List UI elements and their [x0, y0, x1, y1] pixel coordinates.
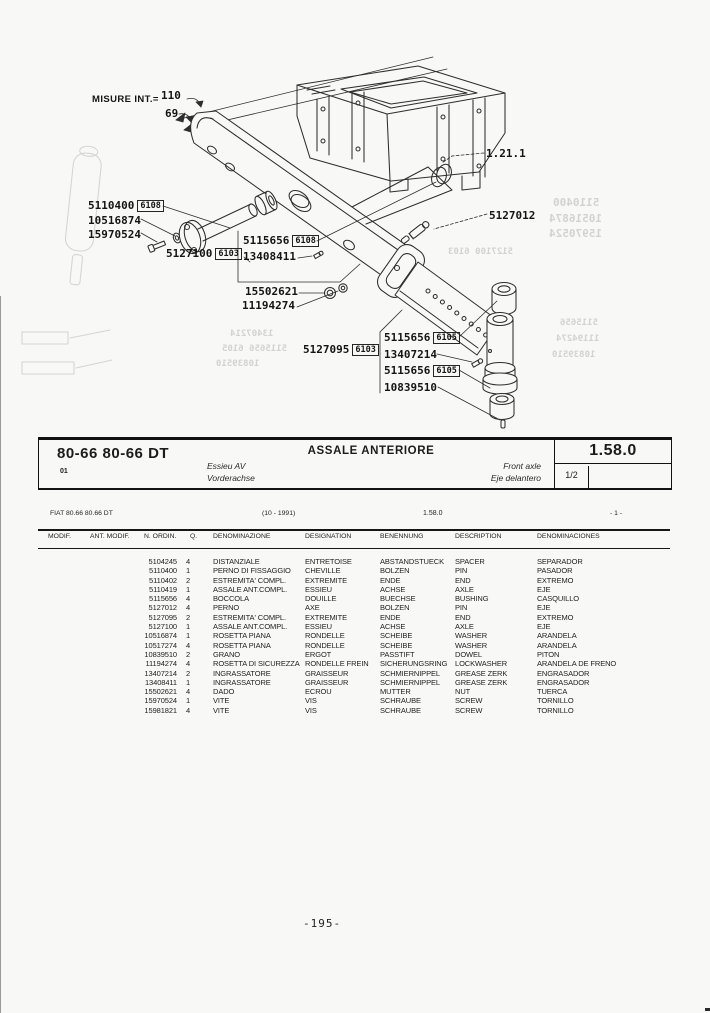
small-parts	[314, 251, 348, 299]
cell-denominaciones: TORNILLO	[537, 696, 574, 706]
cell-n-ordin: 13407214	[144, 668, 177, 678]
cell-ant-modif	[90, 706, 132, 715]
cell-modif	[38, 706, 90, 715]
bleed-text: 13407214	[230, 329, 274, 339]
cell-modif	[38, 566, 90, 575]
cell-description: SCREW	[455, 696, 483, 706]
cell-denominazione: ESTREMITA' COMPL.	[213, 575, 286, 585]
cell-n-ordin: 5110400	[149, 566, 177, 576]
cell-designation: RONDELLE FREIN	[305, 659, 369, 669]
cell-ant-modif	[90, 585, 132, 594]
part-number: 5115656	[384, 364, 431, 377]
cell-denominaciones: ENGRASADOR	[537, 677, 590, 687]
cell-qty: 4	[185, 557, 191, 566]
cell-description: END	[455, 612, 471, 622]
table-row	[38, 706, 670, 715]
cell-qty: 2	[185, 612, 191, 622]
scan-corner-mark	[705, 1008, 710, 1011]
kingpin-assembly	[472, 283, 517, 429]
header-band	[38, 437, 672, 490]
cell-n-ordin: 5127100	[148, 622, 177, 632]
callout-5127095	[303, 343, 379, 356]
cell-denominaciones: EXTREMO	[537, 575, 574, 585]
cell-n-ordin: 10517274	[144, 640, 177, 650]
col-ant-modif: ANT. MODIF.	[90, 533, 130, 540]
cell-modif	[38, 669, 90, 678]
cell-denominaciones: ARANDELA	[537, 640, 577, 650]
cell-n-ordin: 5127095	[148, 612, 177, 622]
cell-denominazione: DISTANZIALE	[213, 557, 260, 566]
code-box: 6105	[433, 365, 459, 377]
col-denominazione: DENOMINAZIONE	[213, 533, 271, 540]
chassis-drawing	[297, 66, 505, 192]
col-benennung: BENENNUNG	[380, 533, 424, 540]
cell-modif	[38, 557, 90, 566]
dimension-value-69: 69	[165, 107, 179, 120]
cell-designation: VIS	[305, 705, 317, 715]
cell-ant-modif	[90, 557, 132, 566]
cell-denominazione: INGRASSATORE	[213, 668, 271, 678]
cell-description: AXLE	[455, 622, 474, 632]
cell-benennung: ACHSE	[380, 622, 406, 632]
cell-modif	[38, 585, 90, 594]
part-number: 5115656	[384, 331, 431, 344]
cell-n-ordin: 5104245	[148, 557, 177, 566]
table-row	[38, 687, 670, 696]
cell-ant-modif	[90, 566, 132, 575]
cell-description: PIN	[455, 566, 468, 576]
cell-benennung: SCHEIBE	[380, 640, 413, 650]
cell-benennung: BUECHSE	[380, 594, 416, 604]
cell-modif	[38, 613, 90, 622]
bleed-text: 5110400	[553, 196, 600, 209]
parts-table	[38, 557, 670, 715]
cell-benennung: BOLZEN	[380, 603, 410, 613]
col-denominaciones: DENOMINACIONES	[537, 533, 600, 540]
callout-13407214: 13407214	[384, 348, 437, 361]
cell-modif	[38, 687, 90, 696]
cell-description: GREASE ZERK	[455, 668, 508, 678]
cell-denominaciones: PITON	[537, 649, 560, 659]
callout-5127012: 5127012	[489, 209, 536, 222]
table-header-rule	[38, 548, 670, 549]
part-number: 5110400	[88, 199, 135, 212]
cell-designation: RONDELLE	[305, 640, 345, 650]
cell-denominazione: DADO	[213, 687, 235, 697]
cell-n-ordin: 10839510	[144, 649, 177, 659]
pin-5127012	[401, 220, 431, 244]
cell-designation: ENTRETOISE	[305, 557, 352, 566]
table-row	[38, 557, 670, 566]
cell-benennung: MUTTER	[380, 687, 411, 697]
cell-ant-modif	[90, 650, 132, 659]
assembly-ref-label: 1.21.1	[486, 147, 526, 160]
cell-benennung: SCHMIERNIPPEL	[380, 677, 440, 687]
dimension-value-110: 110	[161, 89, 181, 102]
section-title-es: Eje delantero	[490, 473, 541, 483]
cell-benennung: ENDE	[380, 612, 401, 622]
cell-n-ordin: 15502621	[144, 687, 177, 697]
cell-denominaciones: EXTREMO	[537, 612, 574, 622]
cell-modif	[38, 678, 90, 687]
cell-qty: 1	[185, 622, 191, 632]
table-row	[38, 659, 670, 668]
cell-description: DOWEL	[455, 649, 483, 659]
cell-benennung: ACHSE	[380, 584, 406, 594]
table-row	[38, 641, 670, 650]
cell-ant-modif	[90, 622, 132, 631]
callout-5115656-c	[384, 364, 460, 377]
cell-designation: CHEVILLE	[305, 566, 341, 576]
cell-denominazione: GRANO	[213, 649, 241, 659]
col-modif: MODIF.	[48, 533, 72, 540]
cell-ant-modif	[90, 631, 132, 640]
cell-modif	[38, 631, 90, 640]
table-row	[38, 631, 670, 640]
col-n-ordin: N. ORDIN.	[144, 533, 177, 540]
cell-denominazione: PERNO	[213, 603, 240, 613]
cell-qty: 4	[185, 687, 191, 697]
callout-13408411: 13408411	[243, 250, 296, 263]
cell-description: LOCKWASHER	[455, 659, 508, 669]
bleed-shapes	[22, 145, 112, 374]
callout-10839510: 10839510	[384, 381, 437, 394]
cell-n-ordin: 15981821	[144, 705, 177, 715]
cell-denominaciones: EJE	[537, 622, 551, 632]
cell-n-ordin: 15970524	[144, 696, 177, 706]
cell-benennung: BOLZEN	[380, 566, 410, 576]
bleed-text: 5115656	[560, 318, 598, 328]
cell-n-ordin: 13408411	[144, 677, 177, 687]
table-row	[38, 622, 670, 631]
cell-denominaciones: ARANDELA	[537, 631, 577, 641]
model-title: 80-66 80-66 DT	[57, 445, 170, 462]
cell-qty: 1	[185, 631, 191, 641]
cell-denominaciones: TORNILLO	[537, 705, 574, 715]
cell-ant-modif	[90, 603, 132, 612]
section-title-it: ASSALE ANTERIORE	[307, 445, 435, 457]
cell-denominazione: ASSALE ANT.COMPL.	[213, 584, 288, 594]
cell-denominaciones: ARANDELA DE FRENO	[537, 659, 617, 669]
callout-5110400	[88, 199, 164, 212]
part-number: 5115656	[243, 234, 290, 247]
cell-designation: GRAISSEUR	[305, 677, 349, 687]
col-qty: Q.	[190, 533, 198, 540]
cell-denominazione: BOCCOLA	[213, 594, 249, 604]
part-number: 5127100	[166, 247, 213, 260]
cell-benennung: ENDE	[380, 575, 401, 585]
cell-description: NUT	[455, 687, 471, 697]
subheader-model: FIAT 80.66 80.66 DT	[50, 510, 113, 517]
code-box: 6103	[215, 248, 241, 260]
cell-denominaciones: ENGRASADOR	[537, 668, 590, 678]
bleed-text: 5115656 6105	[222, 344, 288, 354]
cell-benennung: SICHERUNGSRING	[380, 659, 448, 669]
cell-benennung: SCHRAUBE	[380, 696, 421, 706]
table-row	[38, 650, 670, 659]
cell-denominazione: INGRASSATORE	[213, 677, 271, 687]
bleed-text: 10839510	[216, 359, 260, 369]
cell-n-ordin: 11194274	[145, 659, 177, 669]
cell-modif	[38, 641, 90, 650]
cell-designation: RONDELLE	[305, 631, 345, 641]
table-header-row	[38, 533, 670, 540]
cell-qty: 4	[185, 659, 191, 669]
cell-modif	[38, 696, 90, 705]
cell-ant-modif	[90, 576, 132, 585]
cell-denominaciones: CASQUILLO	[537, 594, 580, 604]
cell-denominaciones: PASADOR	[537, 566, 573, 576]
cell-benennung: ABSTANDSTUECK	[380, 557, 444, 566]
col-description: DESCRIPTION	[455, 533, 502, 540]
cell-designation: VIS	[305, 696, 317, 706]
cell-ant-modif	[90, 613, 132, 622]
cell-qty: 1	[185, 584, 191, 594]
table-row	[38, 613, 670, 622]
cell-ant-modif	[90, 594, 132, 603]
callout-15502621: 15502621	[245, 285, 298, 298]
table-row	[38, 566, 670, 575]
cell-denominazione: ASSALE ANT.COMPL.	[213, 622, 288, 632]
cell-qty: 4	[185, 640, 191, 650]
cell-qty: 2	[185, 668, 191, 678]
cell-n-ordin: 5127012	[148, 603, 177, 613]
cell-n-ordin: 10516874	[144, 631, 177, 641]
bleed-text: 15970524	[549, 227, 602, 240]
cell-modif	[38, 659, 90, 668]
table-top-rule	[38, 529, 670, 531]
grease-nipple-13407214	[472, 358, 484, 367]
cell-qty: 4	[185, 603, 191, 613]
cell-qty: 1	[185, 566, 191, 576]
cell-ant-modif	[90, 659, 132, 668]
callout-5115656-a	[243, 234, 319, 247]
cell-description: WASHER	[455, 640, 488, 650]
cell-qty: 1	[185, 696, 191, 706]
table-row	[38, 603, 670, 612]
section-code-cell	[554, 440, 671, 488]
cell-denominazione: PERNO DI FISSAGGIO	[213, 566, 291, 576]
table-row	[38, 576, 670, 585]
callout-10516874: 10516874	[88, 214, 141, 227]
model-subcode: 01	[60, 468, 68, 475]
cell-qty: 2	[185, 649, 191, 659]
section-title-fr: Essieu AV	[207, 461, 246, 471]
cell-benennung: SCHMIERNIPPEL	[380, 668, 440, 678]
cell-denominazione: ROSETTA PIANA	[213, 631, 271, 641]
cell-description: GREASE ZERK	[455, 677, 508, 687]
callout-11194274: 11194274	[242, 299, 295, 312]
cell-description: SCREW	[455, 705, 483, 715]
cell-qty: 2	[185, 575, 191, 585]
cell-designation: ERGOT	[305, 649, 332, 659]
table-row	[38, 585, 670, 594]
cell-description: WASHER	[455, 631, 488, 641]
section-title-en: Front axle	[503, 461, 541, 471]
code-box: 6103	[352, 344, 378, 356]
cell-ant-modif	[90, 687, 132, 696]
cell-qty: 1	[185, 677, 191, 687]
cell-designation: AXE	[305, 603, 320, 613]
cell-description: SPACER	[455, 557, 485, 566]
cell-designation: ECROU	[305, 687, 332, 697]
cell-ant-modif	[90, 696, 132, 705]
cell-designation: EXTREMITE	[305, 575, 348, 585]
subheader-sheet: - 1 -	[610, 510, 623, 517]
section-code: 1.58.0	[555, 440, 671, 464]
cell-denominaciones: TUERCA	[537, 687, 568, 697]
part-number: 5127095	[303, 343, 350, 356]
table-row	[38, 669, 670, 678]
cell-denominazione: VITE	[213, 696, 230, 706]
cell-description: PIN	[455, 603, 468, 613]
cell-designation: DOUILLE	[305, 594, 337, 604]
cell-designation: EXTREMITE	[305, 612, 348, 622]
callout-5127100	[166, 247, 242, 260]
cell-denominazione: VITE	[213, 705, 230, 715]
cell-denominaciones: EJE	[537, 584, 551, 594]
cell-designation: ESSIEU	[305, 584, 332, 594]
cell-designation: GRAISSEUR	[305, 668, 349, 678]
cell-benennung: PASSTIFT	[380, 649, 415, 659]
cell-n-ordin: 5110402	[149, 575, 177, 585]
col-designation: DESIGNATION	[305, 533, 352, 540]
cell-n-ordin: 5115656	[149, 594, 177, 604]
cell-ant-modif	[90, 678, 132, 687]
scan-edge-line	[0, 296, 1, 1013]
bleed-text: 5127100 6103	[448, 247, 514, 257]
bleed-text: 11194274	[556, 334, 600, 344]
cell-benennung: SCHEIBE	[380, 631, 413, 641]
page-number: -195-	[303, 917, 342, 930]
code-box: 6108	[292, 235, 318, 247]
section-title-de: Vorderachse	[207, 473, 255, 483]
bleed-text: 10839510	[552, 350, 596, 360]
cell-description: END	[455, 575, 471, 585]
cell-n-ordin: 5110419	[149, 584, 177, 594]
cell-denominazione: ESTREMITA' COMPL.	[213, 612, 286, 622]
callout-5115656-b	[384, 331, 460, 344]
cell-denominaciones: EJE	[537, 603, 551, 613]
table-row	[38, 696, 670, 705]
cell-modif	[38, 603, 90, 612]
cell-denominazione: ROSETTA PIANA	[213, 640, 271, 650]
cell-modif	[38, 622, 90, 631]
bleed-text: 10516874	[549, 212, 602, 225]
cell-description: BUSHING	[455, 594, 489, 604]
page-fraction: 1/2	[555, 466, 589, 489]
cell-ant-modif	[90, 641, 132, 650]
cell-description: AXLE	[455, 584, 474, 594]
callout-15970524: 15970524	[88, 228, 141, 241]
cell-qty: 4	[185, 705, 191, 715]
cell-denominaciones: SEPARADOR	[537, 557, 583, 566]
grease-nipple-13408411	[314, 251, 324, 259]
dimension-label: MISURE INT.=	[92, 94, 159, 105]
cell-modif	[38, 576, 90, 585]
cell-ant-modif	[90, 669, 132, 678]
cell-modif	[38, 594, 90, 603]
cell-benennung: SCHRAUBE	[380, 705, 421, 715]
cell-modif	[38, 650, 90, 659]
cell-designation: ESSIEU	[305, 622, 332, 632]
code-box: 6108	[137, 200, 163, 212]
cell-qty: 4	[185, 594, 191, 604]
table-row	[38, 594, 670, 603]
subheader-date-range: (10 - 1991)	[262, 510, 296, 517]
table-row	[38, 678, 670, 687]
code-box: 6105	[433, 332, 459, 344]
cell-denominazione: ROSETTA DI SICUREZZA	[213, 659, 300, 669]
subheader-section-code: 1.58.0	[423, 510, 443, 517]
